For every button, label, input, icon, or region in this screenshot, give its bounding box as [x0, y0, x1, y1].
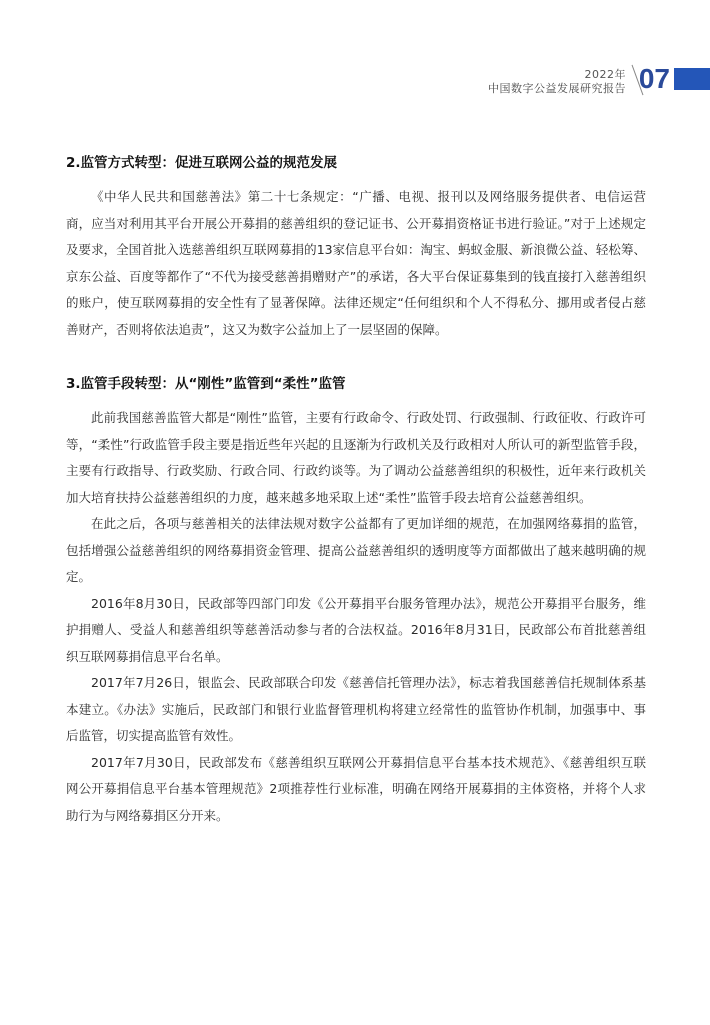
section-spacer: [66, 343, 646, 371]
paragraph: 2017年7月30日，民政部发布《慈善组织互联网公开募捐信息平台基本技术规范》、《慈善组织互联网公开募捐信息平台基本管理规范》2项推荐性行业标准，明确在网络开展募捐的主体资格，并将个人求助行为与网络募捐区分开来。: [66, 754, 646, 823]
header-accent-bar: [674, 68, 710, 90]
section-title: 2.监管方式转型：促进互联网公益的规范发展: [66, 155, 338, 171]
document-body: [66, 150, 646, 829]
paragraph: 2017年7月26日，银监会、民政部联合印发《慈善信托管理办法》，标志着我国慈善信托规制体系基本建立。《办法》实施后，民政部门和银行业监督管理机构将建立经常性的监管协作机制，加强事中、事后监管，切实提高监管有效性。: [66, 675, 646, 743]
paragraph: 此前我国慈善监管大都是“刚性”监管，主要有行政命令、行政处罚、行政强制、行政征收、行政许可等，“柔性”行政监管手段主要是指近些年兴起的且逐渐为行政机关及行政相对人所认可的新型监管手段，主要有行政指导、行政奖励、行政合同、行政约谈等。为了调动公益慈善组织的积极性，近年来行政机关加大培育扶持公益慈善组织的力度，越来越多地采取上述“柔性”监管手段去培育公益慈善组织。: [66, 410, 646, 505]
paragraph: 在此之后，各项与慈善相关的法律法规对数字公益都有了更加详细的规范，在加强网络募捐的监管，包括增强公益慈善组织的网络募捐资金管理、提高公益慈善组织的透明度等方面都做出了越来越明确的规定。: [66, 516, 646, 584]
header-title: 中国数字公益发展研究报告: [488, 82, 626, 95]
page-number: 07: [638, 63, 670, 94]
paragraph: 2016年8月30日，民政部等四部门印发《公开募捐平台服务管理办法》，规范公开募捐平台服务，维护捐赠人、受益人和慈善组织等慈善活动参与者的合法权益。2016年8月31日，民政部公布首批慈善组织互联网募捐信息平台名单。: [66, 595, 646, 664]
page-header: [450, 60, 710, 100]
header-year: 2022年: [584, 68, 626, 81]
section-title: 3.监管手段转型：从“刚性”监管到“柔性”监管: [66, 376, 346, 392]
header-text: [488, 68, 626, 96]
paragraph: 《中华人民共和国慈善法》第二十七条规定：“广播、电视、报刊以及网络服务提供者、电信运营商，应当对利用其平台开展公开募捐的慈善组织的登记证书、公开募捐资格证书进行验证。”对于上述规定及要求，全国首批入选慈善组织互联网募捐的13家信息平台如：淘宝、蚂蚁金服、新浪微公益、轻松筹、京东公益、百度等都作了“不代为接受慈善捐赠财产”的承诺，各大平台保证募集到的钱直接打入慈善组织的账户，使互联网募捐的安全性有了显著保障。法律还规定“任何组织和个人不得私分、挪用或者侵占慈善财产，否则将依法追责”，这又为数字公益加上了一层坚固的保障。: [66, 189, 646, 337]
